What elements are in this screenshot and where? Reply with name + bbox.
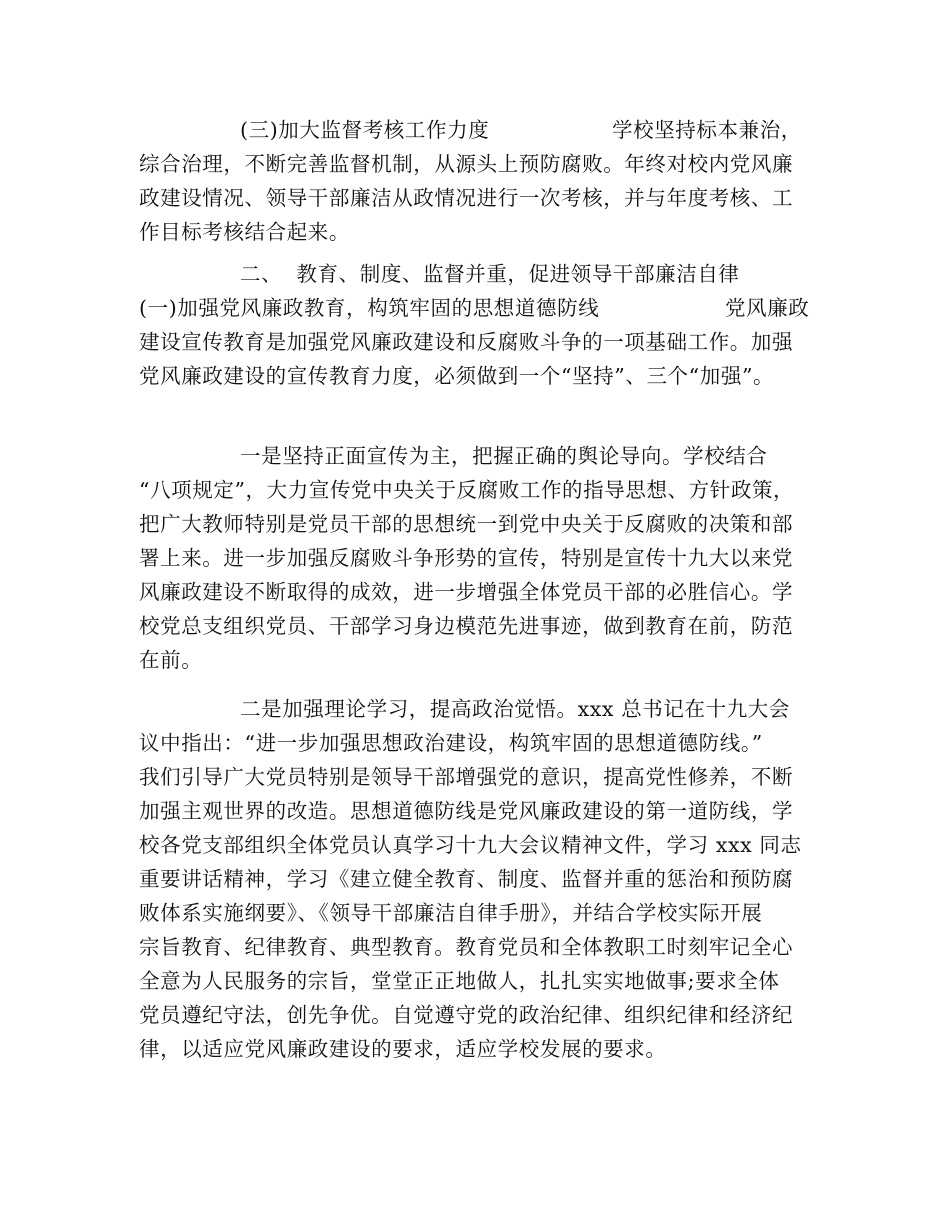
text-line: 加强主观世界的改造。思想道德防线是党风廉政建设的第一道防线，学 [139, 799, 794, 823]
text-line: 政建设情况、领导干部廉洁从政情况进行一次考核，并与年度考核、工 [139, 186, 794, 210]
text-line: 学校坚持标本兼治， [612, 118, 802, 142]
text-line: 风廉政建设不断取得的成效，进一步增强全体党员干部的必胜信心。学 [139, 580, 794, 604]
text-line: 校各党支部组织全体党员认真学习十九大会议精神文件，学习 xxx 同志 [139, 833, 802, 857]
text-line: 律，以适应党风廉政建设的要求，适应学校发展的要求。 [139, 1037, 667, 1061]
text-line: 综合治理，不断完善监督机制，从源头上预防腐败。年终对校内党风廉 [139, 152, 794, 176]
text-line: 重要讲话精神，学习《建立健全教育、制度、监督并重的惩治和预防腐 [139, 867, 794, 891]
text-line: 在前。 [139, 648, 203, 672]
text-line: 校党总支组织党员、干部学习身边模范先进事迹，做到教育在前，防范 [139, 614, 794, 638]
subheading-1: (一)加强党风廉政教育，构筑牢固的思想道德防线 [139, 296, 600, 320]
text-line: 党风廉政建设的宣传教育力度，必须做到一个“坚持”、三个“加强”。 [139, 364, 775, 388]
text-line: 建设宣传教育是加强党风廉政建设和反腐败斗争的一项基础工作。加强 [139, 330, 794, 354]
text-line: 议中指出：“进一步加强思想政治建设，构筑牢固的思想道德防线。” [139, 731, 763, 755]
text-line: 作目标考核结合起来。 [139, 220, 350, 244]
text-line: 把广大教师特别是党员干部的思想统一到党中央关于反腐败的决策和部 [139, 512, 794, 536]
text-line: 全意为人民服务的宗旨，堂堂正正地做人，扎扎实实地做事;要求全体 [139, 969, 780, 993]
section-heading-2: 二、 教育、制度、监督并重，促进领导干部廉洁自律 [240, 262, 740, 286]
text-line: 党风廉政 [725, 296, 810, 320]
paragraph-start: 二是加强理论学习，提高政治觉悟。xxx 总书记在十九大会 [240, 697, 790, 721]
text-line: “八项规定”，大力宣传党中央关于反腐败工作的指导思想、方针政策， [139, 478, 795, 502]
heading-3-supervision: (三)加大监督考核工作力度 [240, 118, 490, 142]
text-line: 署上来。进一步加强反腐败斗争形势的宣传，特别是宣传十九大以来党 [139, 546, 794, 570]
text-line: 败体系实施纲要》、《领导干部廉洁自律手册》，并结合学校实际开展 [139, 901, 763, 925]
paragraph-start: 一是坚持正面宣传为主，把握正确的舆论导向。学校结合 [240, 444, 768, 468]
text-line: 党员遵纪守法，创先争优。自觉遵守党的政治纪律、组织纪律和经济纪 [139, 1003, 794, 1027]
text-line: 宗旨教育、纪律教育、典型教育。教育党员和全体教职工时刻牢记全心 [139, 935, 794, 959]
text-line: 我们引导广大党员特别是领导干部增强党的意识，提高党性修养，不断 [139, 765, 794, 789]
